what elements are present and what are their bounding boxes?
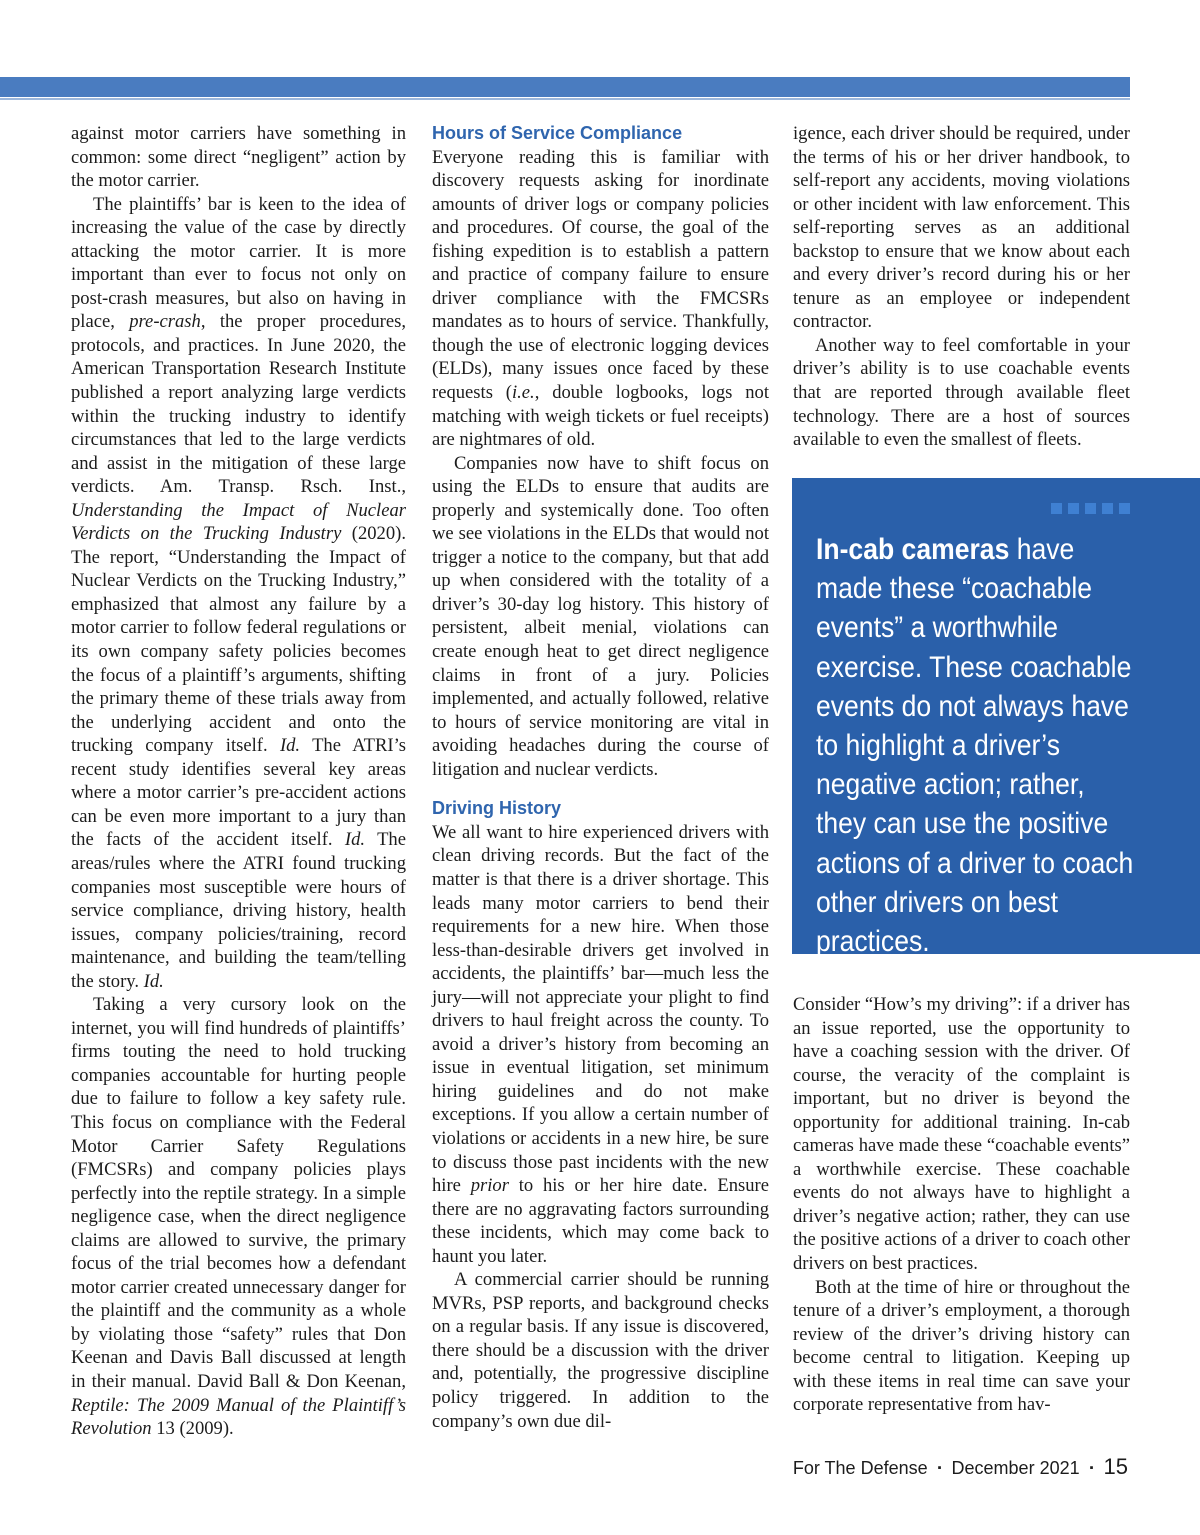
separator-bullet: ▪ [937, 1462, 942, 1474]
column-middle [432, 122, 769, 1433]
column-right-top [793, 122, 1130, 452]
paragraph: Taking a very cursory look on the internet, you will find hundreds of plaintiffs’ firms touting the need to hold trucking companies accountable for hurting people due to failure to follow a key safety rule. This focus on compliance with the Federal Motor Carrier Safety Regulations (FMCSRs) and company policies plays perfectly into the reptile strategy. In a simple negligence case, when the direct negligence claims are allowed to survive, the primary focus of the trial becomes how a defendant motor carrier created unnecessary danger for the plaintiff and the community as a whole by violating those “safety” rules that Don Keenan and Davis Ball discussed at length in their manual. David Ball & Don Keenan, Reptile: The 2009 Manual of the Plaintiff’s Revolution 13 (2009). [71, 994, 406, 1440]
paragraph: Consider “How’s my driving”: if a driver has an issue reported, use the opportunity to have a coaching session with the driver. Of course, the veracity of the complaint is important, but no driver is beyond the opportunity for additional training. In-cab cameras have made these “coachable events” a worthwhile exercise. These coachable events do not always have to highlight a driver’s negative action; rather, they can use the positive actions of a driver to coach other drivers on best practices. [793, 994, 1130, 1275]
separator-bullet: ▪ [1089, 1462, 1094, 1474]
column-left [71, 122, 406, 1441]
publication-name: For The Defense [792, 1458, 928, 1478]
paragraph: We all want to hire experienced drivers with clean driving records. But the fact of the matter is that there is a driver shortage. This leads many motor carriers to bend their requirements for a new hire. When those less-than-desirable drivers get involved in accidents, the plaintiffs’ bar—much less the jury—will not appreciate your plight to find drivers to haul freight across the county. To avoid a driver’s history from becoming an issue in eventual litigation, set minimum hiring guidelines and do not make exceptions. If you allow a certain number of violations or accidents in a new hire, be sure to discuss those past incidents with the new hire prior to his or her hire date. Ensure there are no aggravating factors surrounding these incidents, which may come back to haunt you later. [432, 821, 769, 1267]
paragraph: The plaintiffs’ bar is keen to the idea of increasing the value of the case by directly attacking the motor carrier. It is more important than ever to focus not only on post-crash measures, but also on having in place, pre-crash, the proper procedures, protocols, and practices. In June 2020, the American Transportation Research Institute published a report analyzing large verdicts within the trucking industry to identify circumstances that led to the large verdicts and assist in the mitigation of these large verdicts. Am. Transp. Rsch. Inst., Understanding the Impact of Nuclear Verdicts on the Trucking Industry (2020). The report, “Understanding the Impact of Nuclear Verdicts on the Trucking Industry,” emphasized that almost any failure by a motor carrier to follow federal regulations or its own company safety policies becomes the focus of a plaintiff’s arguments, shifting the primary theme of these trials away from the underlying accident and onto the trucking company itself. Id. The ATRI’s recent study identifies several key areas where a motor carrier’s pre-accident actions can be even more important to a jury than the facts of the accident itself. Id. The areas/rules where the ATRI found trucking companies most susceptible were hours of service compliance, driving history, health issues, company policies/training, record maintenance, and building the team/telling the story. Id. [71, 193, 406, 992]
paragraph: Another way to feel comfortable in your driver’s ability is to use coachable events that are reported through available fleet technology. There are a host of sources available to even the smallest of fleets. [793, 334, 1130, 451]
section-heading-driving-history: Driving History [432, 798, 562, 819]
header-rule [0, 98, 1130, 100]
page-number: 15 [1103, 1454, 1128, 1479]
column-right-bottom [793, 993, 1130, 1417]
page-footer [793, 1454, 1128, 1478]
paragraph: Companies now have to shift focus on using the ELDs to ensure that audits are properly and systemically done. Too often we see violations in the ELDs that would not trigger a notice to the company, but that add up when considered with the totality of a driver’s 30-day log history. This history of persistent, albeit menial, violations can create enough heat to get direct negligence claims in front of a jury. Policies implemented, and actually followed, relative to hours of service monitoring are vital in avoiding headaches during the course of litigation and nuclear verdicts. [432, 452, 769, 780]
paragraph: against motor carriers have something in common: some direct “negligent” action by the motor carrier. [71, 123, 406, 192]
pull-quote-text: In-cab cameras have made these “coachable events” a worthwhile exercise. These coachable events do not always have to highlight a driver’s negative action; rather, they can use the positive actions of a driver to coach other drivers on best practices. [816, 533, 1134, 959]
pull-quote-box [792, 478, 1200, 959]
paragraph: igence, each driver should be required, under the terms of his or her driver handbook, to self-report any accidents, moving violations or other incident with law enforcement. This self-reporting serves as an additional backstop to ensure that we know about each and every driver’s record during his or her tenure as an employee or independent contractor. [793, 123, 1130, 333]
header-color-bar [0, 77, 1130, 97]
issue-date: December 2021 [951, 1458, 1080, 1478]
section-heading-hours-of-service: Hours of Service Compliance [432, 123, 683, 143]
paragraph: A commercial carrier should be running MVRs, PSP reports, and background checks on a regular basis. If any issue is discovered, there should be a discussion with the driver and, potentially, the progressive discipline policy triggered. In addition to the company’s own due dil- [432, 1269, 769, 1432]
paragraph: Both at the time of hire or throughout the tenure of a driver’s employment, a thorough review of the driver’s driving history can become central to litigation. Keeping up with these items in real time can save your corporate representative from hav- [793, 1276, 1130, 1416]
paragraph: Everyone reading this is familiar with discovery requests asking for inordinate amounts of driver logs or company policies and procedures. Of course, the goal of the fishing expedition is to establish a pattern and practice of company failure to ensure driver compliance with the FMCSRs mandates as to hours of service. Thankfully, though the use of electronic logging devices (ELDs), many issues once faced by these requests (i.e., double logbooks, logs not matching with weigh tickets or fuel receipts) are nightmares of old. [432, 146, 769, 451]
decorative-squares [1051, 503, 1130, 514]
